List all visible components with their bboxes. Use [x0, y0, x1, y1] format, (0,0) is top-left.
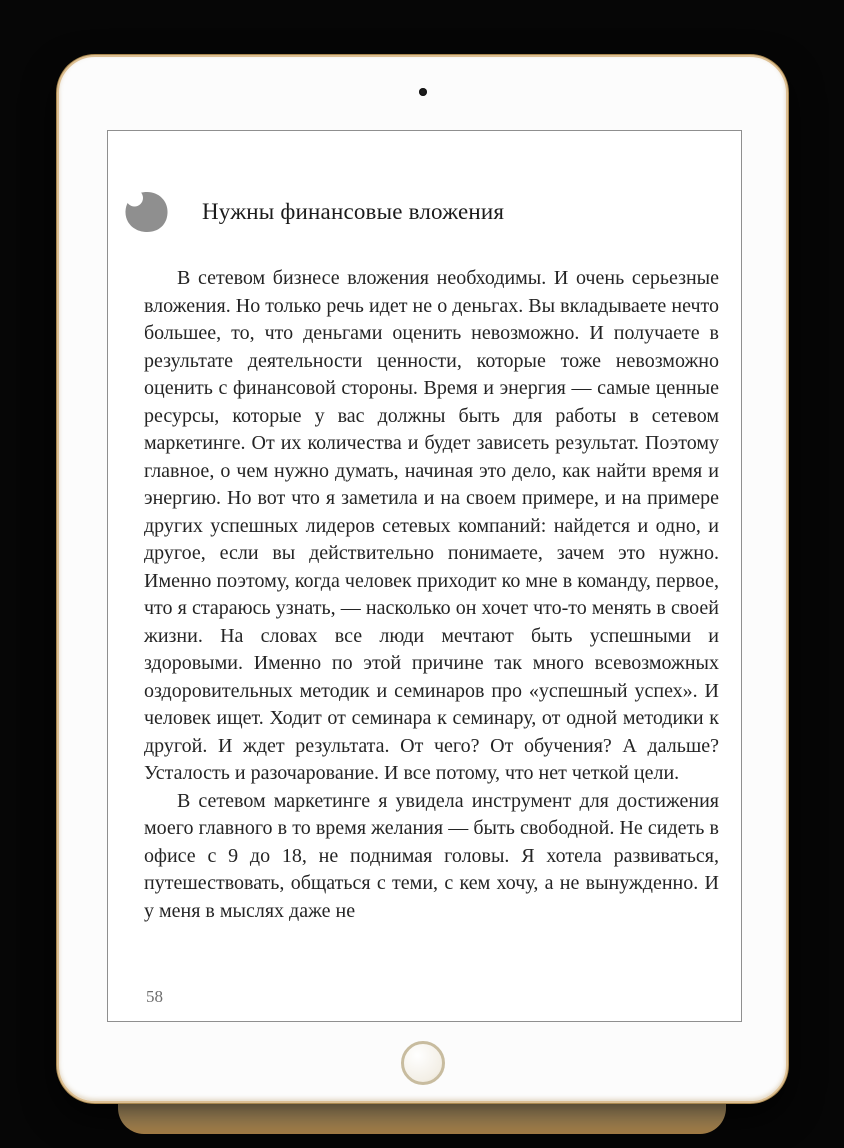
- chapter-bullet-icon: [124, 191, 168, 233]
- paragraph: В сетевом бизнесе вложения необходимы. И очень серьезные вложения. Но только речь идет не о деньгах. Вы вкладываете нечто большее, то, что деньгами оценить невозможно. И получаете в результате деятельности ценности, которые тоже невозможно оценить с финансовой стороны. Время и энергия — самые ценные ресурсы, которые у вас должны быть для работы в сетевом маркетинге. От их количества и будет зависеть результат. Поэтому главное, о чем нужно думать, начиная это дело, как найти время и энергию. Но вот что я заметила и на своем примере, и на примере других успешных лидеров сетевых компаний: найдется и одно, и другое, если вы действительно понимаете, зачем это нужно. Именно поэтому, когда человек приходит ко мне в команду, первое, что я стараюсь узнать, — насколько он хочет что-то менять в своей жизни. На словах все люди мечтают быть успешными и здоровыми. Именно по этой причине так много всевозможных оздоровительных методик и семинаров про «успешный успех». И человек ищет. Ходит от семинара к семинару, от одной методики к другой. И ждет результата. От чего? От обучения? А дальше? Усталость и разочарование. И все потому, что нет четкой цели.: [144, 267, 719, 784]
- chapter-header: [124, 191, 719, 233]
- camera-icon: [419, 88, 427, 96]
- book-page: [108, 131, 741, 1021]
- ereader-screen: [107, 130, 742, 1022]
- page-number: 58: [146, 987, 163, 1006]
- tablet-device: [57, 55, 788, 1103]
- paragraph: В сетевом маркетинге я увидела инструмент для достижения моего главного в то время желания — быть свободной. Не сидеть в офисе с 9 до 18, не поднимая головы. Я хотела развиваться, путешествовать, общаться с теми, с кем хочу, а не вынужденно. И у меня в мыслях даже не: [144, 789, 719, 922]
- chapter-title: Нужны финансовые вложения: [202, 199, 505, 224]
- home-button[interactable]: [401, 1041, 445, 1085]
